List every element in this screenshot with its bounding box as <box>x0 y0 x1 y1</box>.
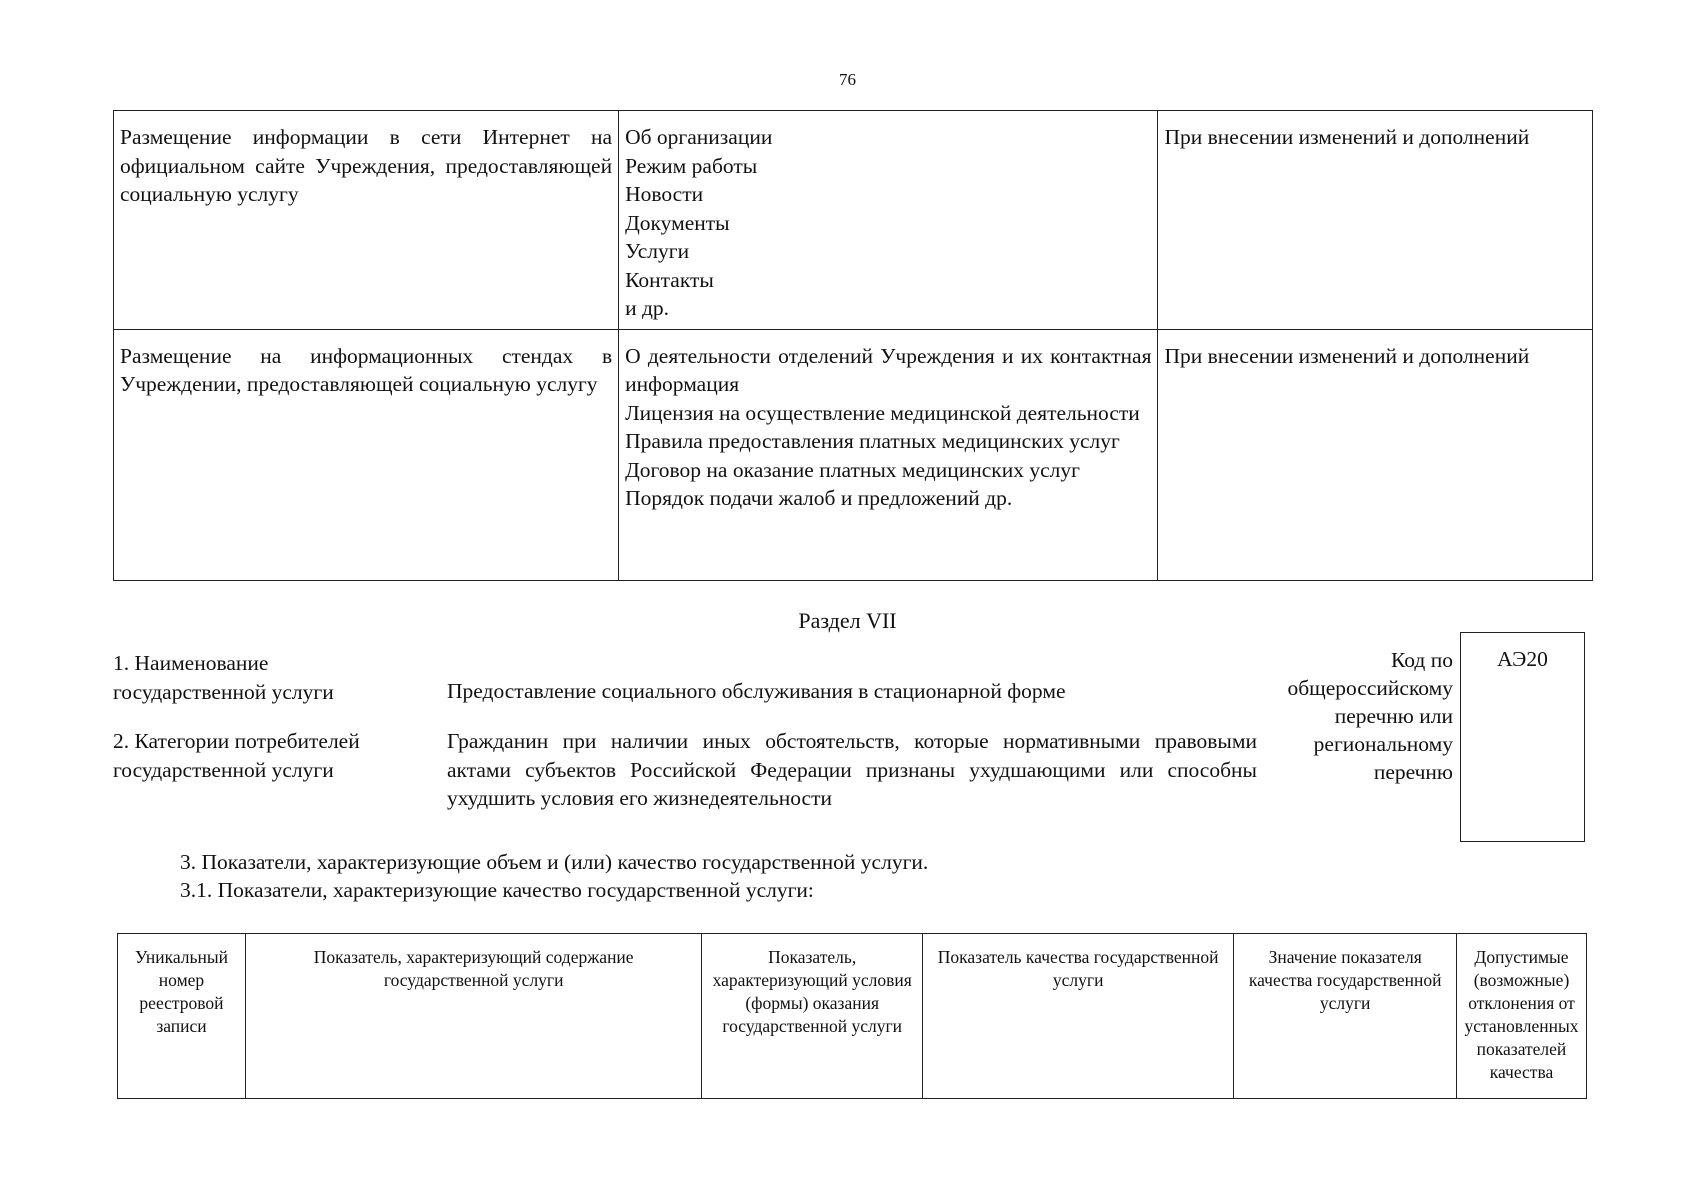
content-line: Лицензия на осуществление медицинской деятельности <box>625 400 1140 425</box>
column-header: Значение показателя качества государственной услуги <box>1234 934 1457 1099</box>
table-row <box>114 329 1593 580</box>
section-title: Раздел VII <box>798 608 897 633</box>
code-label: Код по общероссийскому перечню или региональному перечню <box>1287 648 1453 784</box>
info-method-cell: Размещение информации в сети Интернет на официальном сайте Учреждения, предоставляющей социальную услугу <box>114 111 619 330</box>
consumer-category-value: Гражданин при наличии иных обстоятельств, которые нормативными правовыми актами субъектов Российской Федерации признаны ухудшающими или способны ухудшить условия его жизнедеятельности <box>447 729 1257 810</box>
content-line: Режим работы <box>625 153 758 178</box>
service-name-value: Предоставление социального обслуживания в стационарной форме <box>447 679 1066 703</box>
column-header: Показатель качества государственной услуги <box>923 934 1234 1099</box>
column-header: Показатель, характеризующий условия (формы) оказания государственной услуги <box>702 934 923 1099</box>
content-line: и др. <box>625 296 670 320</box>
content-line: Новости <box>625 182 704 206</box>
info-frequency-cell: При внесении изменений и дополнений <box>1158 111 1593 330</box>
content-line: Договор на оказание платных медицинских услуг <box>625 457 1080 482</box>
content-line: Услуги <box>625 239 690 263</box>
column-header: Показатель, характеризующий содержание государственной услуги <box>245 934 701 1099</box>
code-value: АЭ20 <box>1497 647 1548 671</box>
content-line: О деятельности отделений Учреждения и их контактная информация <box>625 343 1152 396</box>
content-line: Правила предоставления платных медицинских услуг <box>625 429 1120 453</box>
content-line: Контакты <box>625 267 714 292</box>
column-header: Уникальный номер реестровой записи <box>118 934 246 1099</box>
table-header-row <box>118 934 1587 1099</box>
table-row <box>114 111 1593 330</box>
quality-table <box>117 933 1587 1099</box>
info-content-cell <box>619 111 1158 330</box>
info-table <box>113 110 1593 581</box>
info-content-cell <box>619 329 1158 580</box>
consumer-category-label: 2. Категории потребителей государственной услуги <box>113 729 360 782</box>
service-name-label: 1. Наименование государственной услуги <box>113 651 334 704</box>
code-box <box>1460 632 1585 842</box>
info-frequency-cell: При внесении изменений и дополнений <box>1158 329 1593 580</box>
quality-indicators-heading: 3.1. Показатели, характеризующие качество государственной услуги: <box>180 878 814 902</box>
column-header: Допустимые (возможные) отклонения от установленных показателей качества <box>1456 934 1586 1099</box>
content-line: Порядок подачи жалоб и предложений др. <box>625 486 1013 510</box>
indicators-heading: 3. Показатели, характеризующие объем и (или) качество государственной услуги. <box>180 850 929 874</box>
page-number: 76 <box>839 70 856 89</box>
content-line: Об организации <box>625 125 773 149</box>
content-line: Документы <box>625 210 730 235</box>
info-method-cell: Размещение на информационных стендах в Учреждении, предоставляющей социальную услугу <box>114 329 619 580</box>
